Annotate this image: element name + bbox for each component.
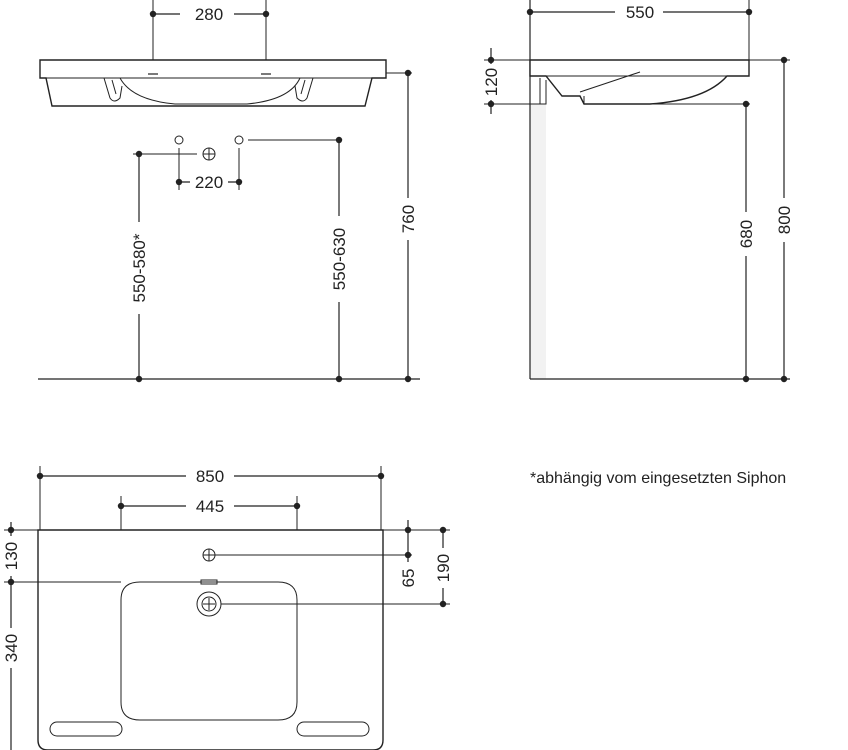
dim-label-550-580: 550-580* <box>130 233 149 303</box>
dim-label-550: 550 <box>625 3 655 22</box>
dim-dot <box>488 57 494 63</box>
basin-plan-outline <box>38 530 383 750</box>
dim-label-280: 280 <box>194 5 224 24</box>
dim-dot <box>336 137 342 143</box>
dim-label-340: 340 <box>2 633 21 663</box>
dim-label-65: 65 <box>399 568 418 588</box>
dim-label-680: 680 <box>737 219 756 249</box>
dim-label-190: 190 <box>434 553 453 583</box>
dim-dot <box>8 527 14 533</box>
dim-dot <box>236 179 242 185</box>
dim-dot <box>8 579 14 585</box>
dim-label-800: 800 <box>775 205 794 235</box>
bracket <box>540 78 546 104</box>
dim-label-130: 130 <box>2 541 21 571</box>
side-view <box>480 0 795 382</box>
dim-label-120: 120 <box>482 67 501 97</box>
dim-dot <box>405 552 411 558</box>
basin-front-outline <box>40 60 386 106</box>
dim-dot <box>440 527 446 533</box>
dim-dot <box>405 70 411 76</box>
dim-label-220: 220 <box>194 173 224 192</box>
dim-label-445: 445 <box>195 497 225 516</box>
dim-label-550-630: 550-630 <box>330 227 349 291</box>
dim-dot <box>488 101 494 107</box>
basin-side-outline <box>530 60 749 104</box>
wall-hole-right <box>235 136 243 144</box>
dim-dot <box>136 151 142 157</box>
dim-dot <box>527 9 533 15</box>
dim-label-760: 760 <box>399 204 418 234</box>
front-view <box>38 0 420 382</box>
dim-dot <box>176 179 182 185</box>
dim-dot <box>743 101 749 107</box>
dim-dot <box>781 57 787 63</box>
dim-dot <box>405 527 411 533</box>
wall-hole-left <box>175 136 183 144</box>
footnote: *abhängig vom eingesetzten Siphon <box>530 470 787 487</box>
plan-view <box>0 466 454 750</box>
wall-shade <box>530 104 546 379</box>
dim-dot <box>440 601 446 607</box>
dim-label-850: 850 <box>195 467 225 486</box>
